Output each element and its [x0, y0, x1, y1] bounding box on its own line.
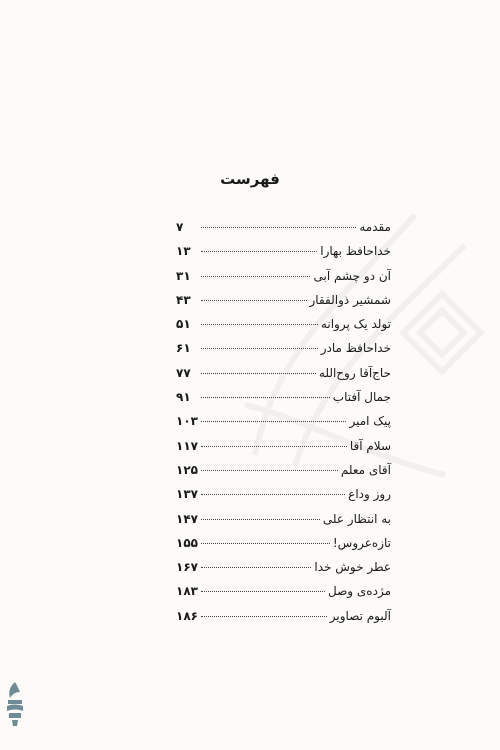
table-of-contents: [176, 220, 391, 633]
toc-leader-dots: [201, 300, 307, 301]
toc-entry-title: خداحافظ مادر: [320, 341, 391, 356]
toc-entry: [176, 414, 391, 438]
toc-entry: [176, 390, 391, 414]
toc-entry: [176, 269, 391, 293]
toc-entry: [176, 341, 391, 365]
toc-entry-page-number: ۱۵۵: [176, 535, 198, 550]
toc-entry-page-number: ۶۱: [176, 341, 191, 356]
toc-entry-page-number: ۱۳۷: [176, 487, 198, 502]
toc-entry: [176, 293, 391, 317]
toc-leader-dots: [201, 348, 318, 349]
toc-entry-title: مژده‌ی وصل: [328, 584, 391, 599]
toc-leader-dots: [201, 543, 330, 544]
toc-leader-dots: [201, 446, 347, 447]
toc-entry-page-number: ۱۰۳: [176, 414, 198, 429]
toc-leader-dots: [201, 276, 310, 277]
toc-leader-dots: [201, 251, 317, 252]
toc-leader-dots: [201, 494, 345, 495]
toc-leader-dots: [201, 591, 325, 592]
toc-entry-title: آلبوم تصاویر: [329, 608, 391, 623]
toc-leader-dots: [201, 519, 320, 520]
toc-entry-title: تولد یک پروانه: [320, 317, 391, 332]
toc-entry-title: آقای معلم: [340, 462, 391, 477]
toc-entry: [176, 220, 391, 244]
toc-entry-page-number: ۱۱۷: [176, 438, 198, 453]
toc-entry-title: سلام آقا: [349, 438, 391, 453]
toc-entry: [176, 487, 391, 511]
toc-entry-page-number: ۱۸۶: [176, 608, 198, 623]
toc-entry-title: به انتظار علی: [322, 511, 391, 526]
toc-entry-page-number: ۹۱: [176, 390, 191, 405]
toc-entry-page-number: ۵۱: [176, 317, 191, 332]
toc-leader-dots: [201, 421, 346, 422]
toc-leader-dots: [201, 470, 338, 471]
toc-leader-dots: [201, 227, 356, 228]
toc-leader-dots: [201, 616, 327, 617]
toc-entry-page-number: ۳۱: [176, 268, 191, 283]
toc-entry-title: عطر خوش خدا: [314, 560, 391, 575]
toc-entry-title: مقدمه: [359, 220, 391, 234]
toc-entry: [176, 560, 391, 584]
toc-entry-title: پیک امیر: [349, 414, 391, 429]
toc-leader-dots: [201, 567, 311, 568]
toc-entry-title: آن دو چشم آبی: [313, 268, 391, 283]
toc-entry: [176, 609, 391, 633]
toc-entry-page-number: ۷۷: [176, 365, 191, 380]
toc-leader-dots: [201, 324, 318, 325]
page-title: فهرست: [220, 170, 280, 188]
toc-entry: [176, 463, 391, 487]
toc-entry: [176, 584, 391, 608]
toc-entry-page-number: ۱۳: [176, 244, 191, 259]
toc-entry-page-number: ۷: [176, 220, 184, 234]
toc-entry: [176, 366, 391, 390]
toc-entry-page-number: ۱۶۷: [176, 560, 198, 575]
toc-leader-dots: [201, 397, 330, 398]
toc-entry-title: خداحافظ بهارا: [320, 244, 391, 259]
publisher-logo-icon: [4, 680, 26, 728]
toc-entry-page-number: ۱۴۷: [176, 511, 198, 526]
toc-leader-dots: [201, 373, 316, 374]
toc-entry: [176, 317, 391, 341]
toc-entry: [176, 244, 391, 268]
toc-entry-title: تازه‌عروس!: [332, 535, 391, 550]
toc-entry-title: روز وداع: [348, 487, 391, 502]
toc-entry-title: حاج‌آقا روح‌الله: [318, 365, 391, 380]
toc-entry: [176, 439, 391, 463]
toc-entry: [176, 512, 391, 536]
toc-entry-page-number: ۱۲۵: [176, 462, 198, 477]
toc-entry-page-number: ۴۳: [176, 292, 191, 307]
toc-entry: [176, 536, 391, 560]
toc-entry-title: جمال آفتاب: [332, 390, 391, 405]
toc-entry-title: شمشیر ذوالفقار: [309, 292, 391, 307]
toc-entry-page-number: ۱۸۳: [176, 584, 198, 599]
